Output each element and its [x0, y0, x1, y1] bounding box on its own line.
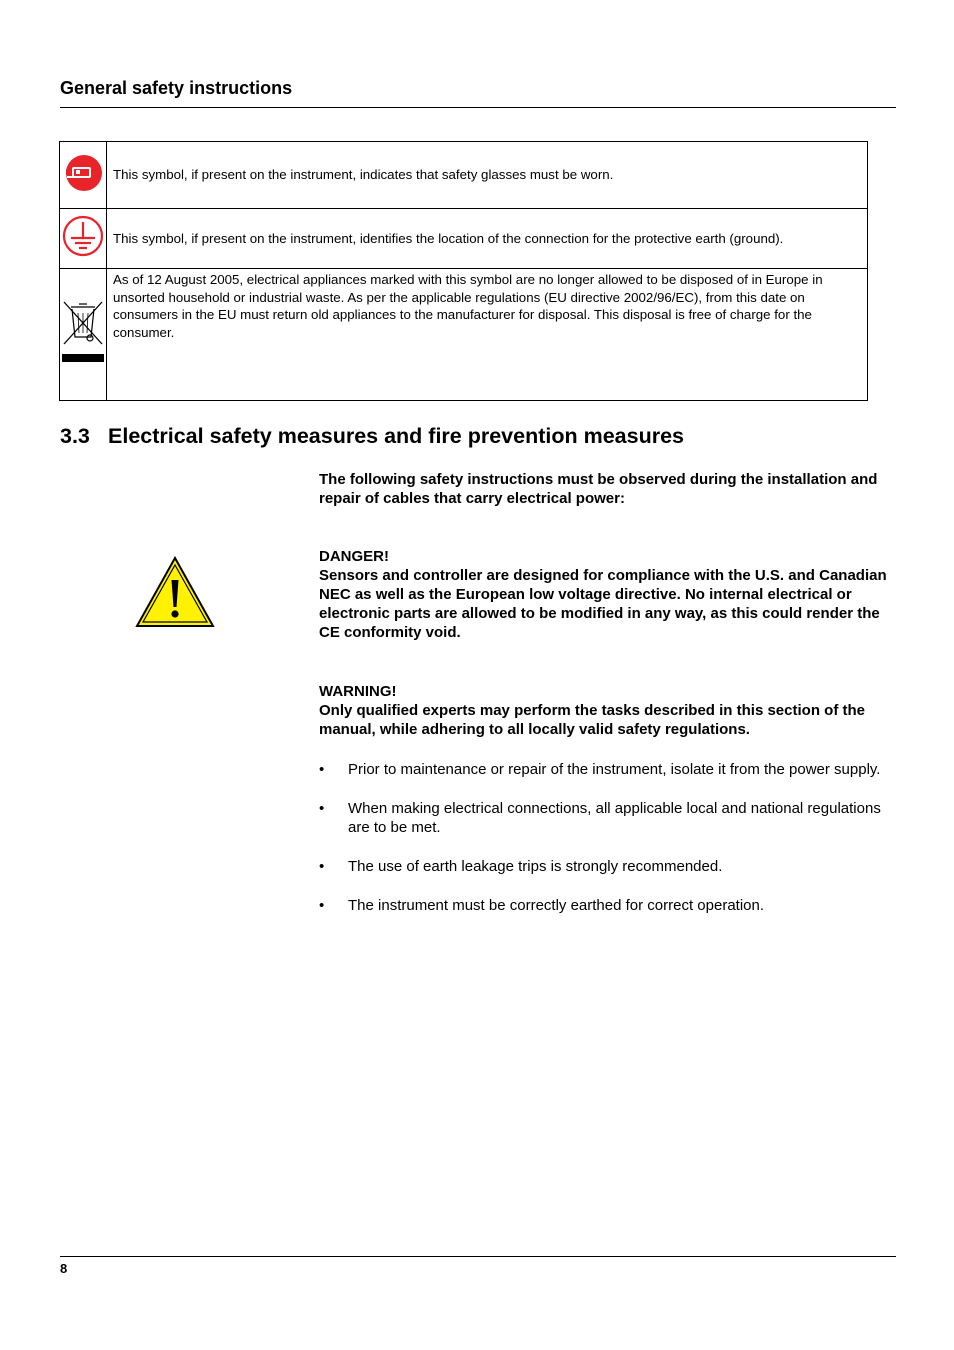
- weee-crossed-bin-icon: [61, 353, 105, 368]
- header-divider: [60, 107, 896, 108]
- bullet-marker: •: [319, 858, 325, 875]
- safety-symbols-table: [59, 141, 868, 401]
- section-number: 3.3: [60, 424, 90, 448]
- symbol-cell: [60, 142, 107, 209]
- safety-glasses-icon: [63, 183, 103, 198]
- danger-notice: [319, 547, 897, 642]
- symbol-cell: [60, 269, 107, 401]
- bullet-marker: •: [319, 800, 325, 817]
- running-header-title: General safety instructions: [60, 78, 293, 98]
- list-item-text: The use of earth leakage trips is strongly recommended.: [348, 858, 723, 875]
- list-item: [319, 760, 897, 779]
- section-intro: The following safety instructions must be observed during the installation and repair of cables that carry electrical power:: [319, 471, 878, 507]
- warning-triangle-icon: [135, 556, 215, 633]
- footer-divider: [60, 1256, 896, 1257]
- symbol-cell: [60, 209, 107, 269]
- warning-text: Only qualified experts may perform the tasks described in this section of the manual, while adhering to all locally valid safety regulations.: [319, 702, 865, 738]
- bullet-list: [319, 760, 897, 935]
- bullet-marker: •: [319, 761, 325, 778]
- list-item-text: When making electrical connections, all applicable local and national regulations are to be met.: [348, 800, 881, 836]
- bullet-marker: •: [319, 897, 325, 914]
- list-item: [319, 896, 897, 915]
- warning-label: WARNING!: [319, 683, 397, 700]
- table-row: [60, 209, 868, 269]
- symbol-description: This symbol, if present on the instrument, indicates that safety glasses must be worn.: [107, 142, 868, 209]
- list-item-text: Prior to maintenance or repair of the instrument, isolate it from the power supply.: [348, 761, 881, 778]
- section-title: Electrical safety measures and fire prevention measures: [108, 424, 684, 448]
- list-item: [319, 799, 897, 837]
- list-item: [319, 857, 897, 876]
- danger-text: Sensors and controller are designed for compliance with the U.S. and Canadian NEC as well as the European low voltage directive. No internal electrical or electronic parts are allowed to be modified in any way, as this could render the CE conformity void.: [319, 567, 887, 641]
- table-row: [60, 142, 868, 209]
- table-row: [60, 269, 868, 401]
- danger-label: DANGER!: [319, 548, 389, 565]
- page-number: 8: [60, 1261, 68, 1276]
- list-item-text: The instrument must be correctly earthed for correct operation.: [348, 897, 765, 914]
- warning-notice: [319, 682, 897, 739]
- symbol-description: As of 12 August 2005, electrical appliances marked with this symbol are no longer allowed to be disposed of in Europe in unsorted household or industrial waste. As per the applicable regulations (EU directive 2002/96/EC), from this date on consumers in the EU must return old appliances to the manufacturer for disposal. This disposal is free of charge for the consumer.: [107, 269, 868, 401]
- symbol-description: This symbol, if present on the instrument, identifies the location of the connection for the protective earth (ground).: [107, 209, 868, 269]
- section-heading: [60, 424, 684, 449]
- protective-earth-icon: [61, 246, 105, 261]
